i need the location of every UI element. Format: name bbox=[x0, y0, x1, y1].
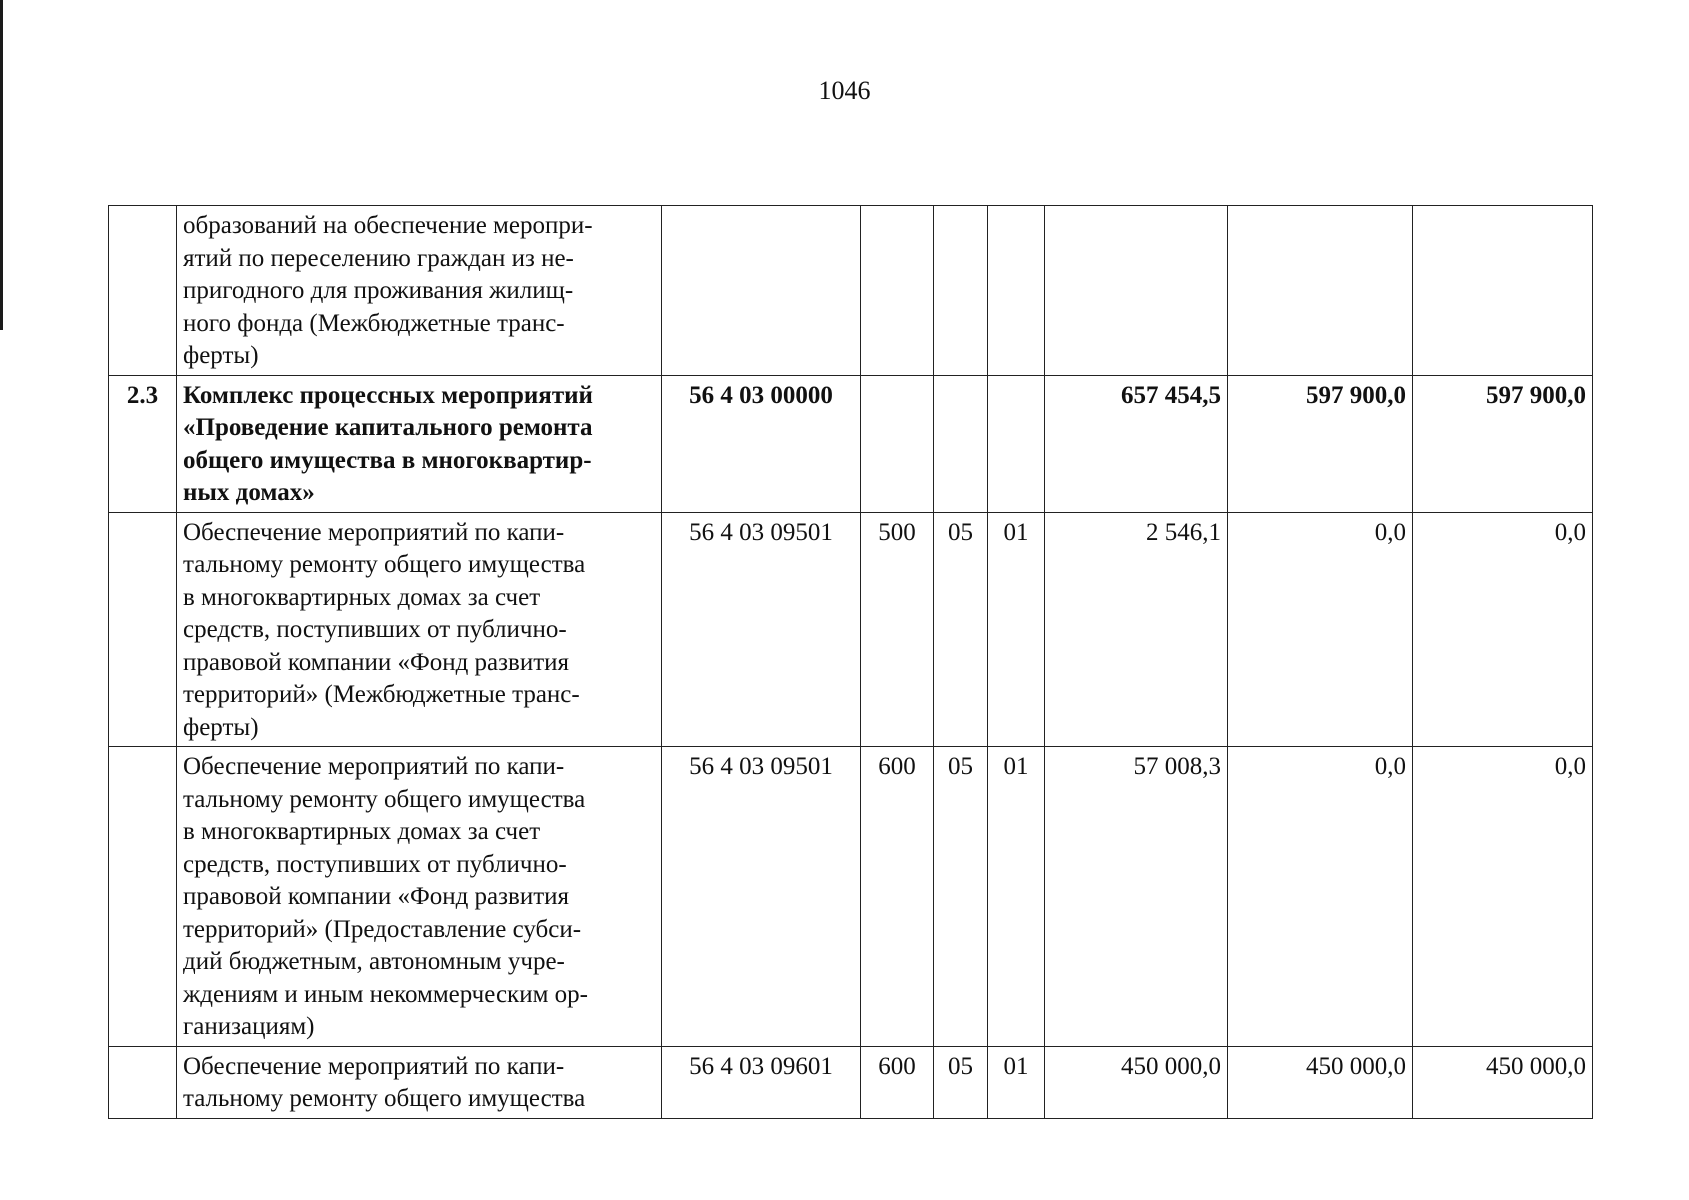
target-article-code bbox=[662, 206, 861, 376]
row-number bbox=[109, 512, 177, 747]
amount-year-3: 0,0 bbox=[1413, 747, 1593, 1047]
expense-type-code: 500 bbox=[861, 512, 934, 747]
amount-year-2 bbox=[1228, 206, 1413, 376]
amount-year-2: 597 900,0 bbox=[1228, 375, 1413, 512]
amount-year-2: 0,0 bbox=[1228, 747, 1413, 1047]
amount-year-3: 0,0 bbox=[1413, 512, 1593, 747]
target-article-code: 56 4 03 09501 bbox=[662, 747, 861, 1047]
expense-type-code: 600 bbox=[861, 747, 934, 1047]
amount-year-1: 450 000,0 bbox=[1045, 1046, 1228, 1118]
amount-year-2: 450 000,0 bbox=[1228, 1046, 1413, 1118]
subsection-code bbox=[988, 375, 1045, 512]
row-number bbox=[109, 206, 177, 376]
expense-type-code bbox=[861, 206, 934, 376]
row-number: 2.3 bbox=[109, 375, 177, 512]
budget-table bbox=[108, 205, 1593, 1119]
section-code: 05 bbox=[934, 1046, 988, 1118]
page-number: 1046 bbox=[818, 76, 871, 105]
expense-type-code: 600 bbox=[861, 1046, 934, 1118]
table-row bbox=[109, 1046, 1593, 1118]
subsection-code: 01 bbox=[988, 1046, 1045, 1118]
row-number bbox=[109, 1046, 177, 1118]
table-row bbox=[109, 747, 1593, 1047]
target-article-code: 56 4 03 09501 bbox=[662, 512, 861, 747]
amount-year-1 bbox=[1045, 206, 1228, 376]
table-row bbox=[109, 375, 1593, 512]
row-description: Обеспечение мероприятий по капи- тальному ремонту общего имущества в многоквартирных домах за счет средств, поступивших от публично- правовой компании «Фонд развития территорий» (Межбюджетные транс- ферты) bbox=[177, 512, 662, 747]
row-description: Обеспечение мероприятий по капи- тальному ремонту общего имущества в многоквартирных домах за счет средств, поступивших от публично- правовой компании «Фонд развития территорий» (Предоставление субси- дий бюджетным, автономным учре- ждениям и иным некоммерческим ор- ганизациям) bbox=[177, 747, 662, 1047]
amount-year-1: 2 546,1 bbox=[1045, 512, 1228, 747]
subsection-code bbox=[988, 206, 1045, 376]
section-code: 05 bbox=[934, 747, 988, 1047]
subsection-code: 01 bbox=[988, 747, 1045, 1047]
subsection-code: 01 bbox=[988, 512, 1045, 747]
section-code bbox=[934, 206, 988, 376]
table-row bbox=[109, 206, 1593, 376]
row-description: Комплекс процессных мероприятий «Проведение капитального ремонта общего имущества в многоквартир- ных домах» bbox=[177, 375, 662, 512]
row-description: образований на обеспечение меропри- ятий по переселению граждан из не- пригодного для проживания жилищ- ного фонда (Межбюджетные транс- ферты) bbox=[177, 206, 662, 376]
amount-year-1: 57 008,3 bbox=[1045, 747, 1228, 1047]
target-article-code: 56 4 03 00000 bbox=[662, 375, 861, 512]
amount-year-3: 450 000,0 bbox=[1413, 1046, 1593, 1118]
section-code bbox=[934, 375, 988, 512]
section-code: 05 bbox=[934, 512, 988, 747]
amount-year-3 bbox=[1413, 206, 1593, 376]
amount-year-3: 597 900,0 bbox=[1413, 375, 1593, 512]
table-row bbox=[109, 512, 1593, 747]
scan-left-edge bbox=[0, 0, 3, 330]
amount-year-2: 0,0 bbox=[1228, 512, 1413, 747]
row-number bbox=[109, 747, 177, 1047]
amount-year-1: 657 454,5 bbox=[1045, 375, 1228, 512]
target-article-code: 56 4 03 09601 bbox=[662, 1046, 861, 1118]
row-description: Обеспечение мероприятий по капи- тальному ремонту общего имущества bbox=[177, 1046, 662, 1118]
expense-type-code bbox=[861, 375, 934, 512]
